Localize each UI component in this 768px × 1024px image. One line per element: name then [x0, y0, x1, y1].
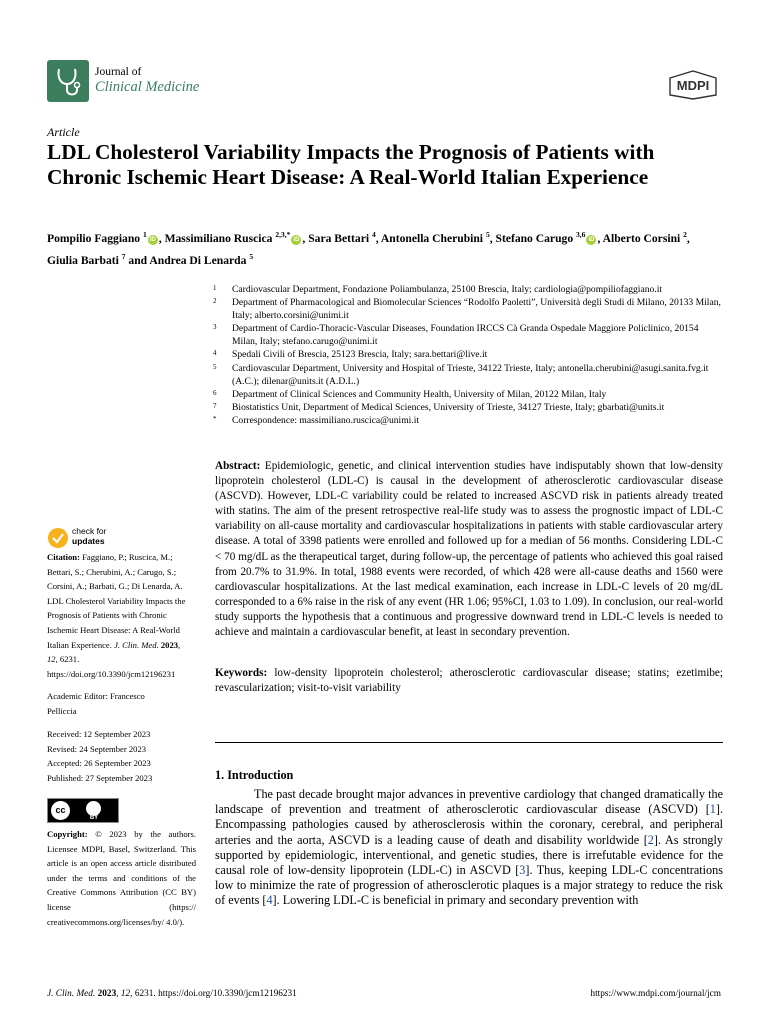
journal-logo[interactable]: [47, 60, 89, 102]
section-divider: [215, 742, 723, 743]
orcid-icon[interactable]: iD: [293, 236, 300, 243]
reference-link[interactable]: 4: [266, 893, 273, 908]
author-name[interactable]: Pompilio Faggiano: [47, 231, 141, 245]
author-name[interactable]: Alberto Corsini: [602, 231, 681, 245]
affiliation-item: 2 Department of Pharmacological and Biomolecular Sciences “Rodolfo Paoletti”, Università degli Studi di Milano, 20133 Milan, Italy; alberto.corsini@unimi.it: [213, 297, 721, 322]
author-name[interactable]: Andrea Di Lenarda: [149, 253, 247, 267]
intro-paragraph: The past decade brought major advances in preventive cardiology that changed dramatically the landscape of prevention and treatment of atherosclerotic cardiovascular disease (ASCVD) [1]. Encompassing pathologies caused by atherosclerosis within the coronary, cerebral, and peripheral arteries and the aorta, ASCVD is a leading cause of death and disability worldwide [2]. As strongly supported by epidemiologic, interventional, and genetic studies, there is irrefutable evidence for the causal role of low-density lipoprotein (LDL-C) in ASCVD [3]. Thus, keeping LDL-C concentrations low to minimize the rate of progression of atherosclerotic plaques is a major strategy to reduce the risk of events [4]. Lowering LDL-C is beneficial in primary and secondary prevention with: [215, 787, 723, 908]
mdpi-logo[interactable]: [666, 70, 720, 100]
affiliation-item: 5 Cardiovascular Department, University and Hospital of Trieste, 34122 Trieste, Italy; antonella.cherubini@asugi.sanita.fvg.it (A.C.); dilenar@units.it (A.D.L.): [213, 362, 709, 387]
author-name[interactable]: Antonella Cherubini: [380, 231, 484, 245]
affiliation-item: 7 Biostatistics Unit, Department of Medical Sciences, University of Trieste, 34127 Trieste, Italy; gbarbati@units.it: [213, 401, 665, 413]
affiliation-item: * Correspondence: massimiliano.ruscica@unimi.it: [213, 414, 420, 426]
author-name[interactable]: Stefano Carugo: [495, 231, 574, 245]
cc-by-badge[interactable]: [47, 798, 119, 823]
academic-editor: Academic Editor: Francesco Pelliccia: [47, 691, 145, 716]
footer-citation: J. Clin. Med. 2023, 12, 6231. https://doi.org/10.3390/jcm12196231: [47, 989, 297, 999]
journal-name-line2: Clinical Medicine: [95, 79, 200, 95]
cc-icon: cc: [51, 801, 70, 820]
affiliation-item: 4 Spedali Civili of Brescia, 25123 Brescia, Italy; sara.bettari@live.it: [213, 349, 488, 361]
author-name[interactable]: Sara Bettari: [308, 231, 370, 245]
section-heading: 1. Introduction: [215, 768, 294, 782]
author-list: Pompilio Faggiano $^1$iD , Massimiliano Ruscica $^{2,3,*}$iD , Sara Bettari $^4$, Antonella Cherubini $^5$, Stefano Carugo $^{3,6}$iD , Alberto Corsini $^2$, Giulia Barbati $^7$ and Andrea Di Lenarda $^5$: [47, 230, 690, 267]
orcid-icon[interactable]: iD: [149, 236, 156, 243]
affiliation-item: 6 Department of Clinical Sciences and Community Health, University of Milan, 20122 Milan, Italy: [213, 388, 607, 400]
stethoscope-icon: [47, 60, 89, 102]
abstract-label: Abstract:: [215, 460, 261, 472]
author-name[interactable]: Giulia Barbati: [47, 253, 119, 267]
copyright-block: Copyright: © 2023 by the authors. Licensee MDPI, Basel, Switzerland. This article is an open access article distributed under the terms and conditions of the Creative Commons Attribution (CC BY) license (https:// creativecommons.org/licenses/by/ 4.0/).: [47, 829, 196, 927]
citation-block: Citation: Faggiano, P.; Ruscica, M.; Bettari, S.; Cherubini, A.; Carugo, S.; Corsini, A.; Barbati, G.; Di Lenarda, A. LDL Cholesterol Variability Impacts the Prognosis of Patients with Chronic Ischemic Heart Disease: A Real-World Italian Experience. J. Clin. Med. 2023, 12, 6231. https://doi.org/10.3390/jcm12196231: [47, 552, 186, 679]
dates-block: [47, 727, 193, 785]
reference-link[interactable]: 1: [709, 802, 716, 817]
keywords: Keywords: low-density lipoprotein cholesterol; atherosclerotic cardiovascular disease; statins; ezetimibe; revascularization; visit-to-visit variability: [215, 667, 724, 695]
orcid-icon[interactable]: iD: [588, 236, 595, 243]
by-label: BY: [89, 815, 99, 821]
author-name[interactable]: Massimiliano Ruscica: [164, 231, 273, 245]
keywords-label: Keywords:: [215, 667, 268, 679]
abstract: Abstract: Epidemiologic, genetic, and clinical intervention studies have indisputably shown that low-density lipoprotein cholesterol (LDL-C) is causal in the development of atherosclerotic cardiovascular disease (ASCVD). However, LDL-C variability could be related to increased ASCVD risk in patients already treated with statins. The aim of the present retrospective real-life study was to assess the prognostic impact of LDL-C variability on all-cause mortality and cardiovascular hospitalizations in patients with stable cardiovascular artery disease. A total of 3398 patients were enrolled and followed up for a median of 56 months. Considering LDL-C < 70 mg/dL as the therapeutical target, during follow-up, the percentage of patients who achieved this goal raised from 20.7% to 31.9%. In total, 1988 events were recorded, of which 428 were all-cause deaths and 1560 were cardiovascular hospitalizations. At the last medical examination, each increase in LDL-C levels of 20 mg/dL corresponded to a 6% raise in the risk of any event (HR 1.06; 95%CI, 1.03 to 1.09). In conclusion, our real-world study supports the hypothesis that a continuous and progressive downward trend in LDL-C levels is needed to achieve and maintain a cardiovascular benefit, at least in secondary prevention.: [215, 460, 723, 639]
article-type: Article: [47, 125, 80, 139]
accepted-date: Accepted: 26 September 2023: [47, 758, 151, 769]
footer-journal-url[interactable]: https://www.mdpi.com/journal/jcm: [590, 989, 721, 999]
check-updates-icon: [47, 527, 69, 549]
affiliation-item: 1 Cardiovascular Department, Fondazione Poliambulanza, 25100 Brescia, Italy; cardiologia@pompiliofaggiano.it: [213, 284, 663, 295]
reference-link[interactable]: 2: [647, 832, 654, 847]
by-person-icon: [86, 801, 101, 816]
mdpi-text: MDPI: [676, 78, 710, 93]
article-title: LDL Cholesterol Variability Impacts the Prognosis of Patients with Chronic Ischemic Heart Disease: A Real-World Italian Experience: [47, 140, 655, 189]
affiliations: [213, 283, 723, 427]
check-for-updates[interactable]: check for updates: [47, 526, 127, 550]
affiliation-item: 3 Department of Cardio-Thoracic-Vascular Diseases, Foundation IRCCS Cà Granda Ospedale Maggiore Policlinico, 20154 Milan, Italy; stefano.carugo@unimi.it: [213, 323, 699, 348]
revised-date: Revised: 24 September 2023: [47, 743, 147, 754]
published-date: Published: 27 September 2023: [47, 772, 153, 783]
received-date: Received: 12 September 2023: [47, 729, 151, 739]
journal-name-line1: Journal of: [95, 66, 142, 78]
reference-link[interactable]: 3: [519, 863, 526, 878]
